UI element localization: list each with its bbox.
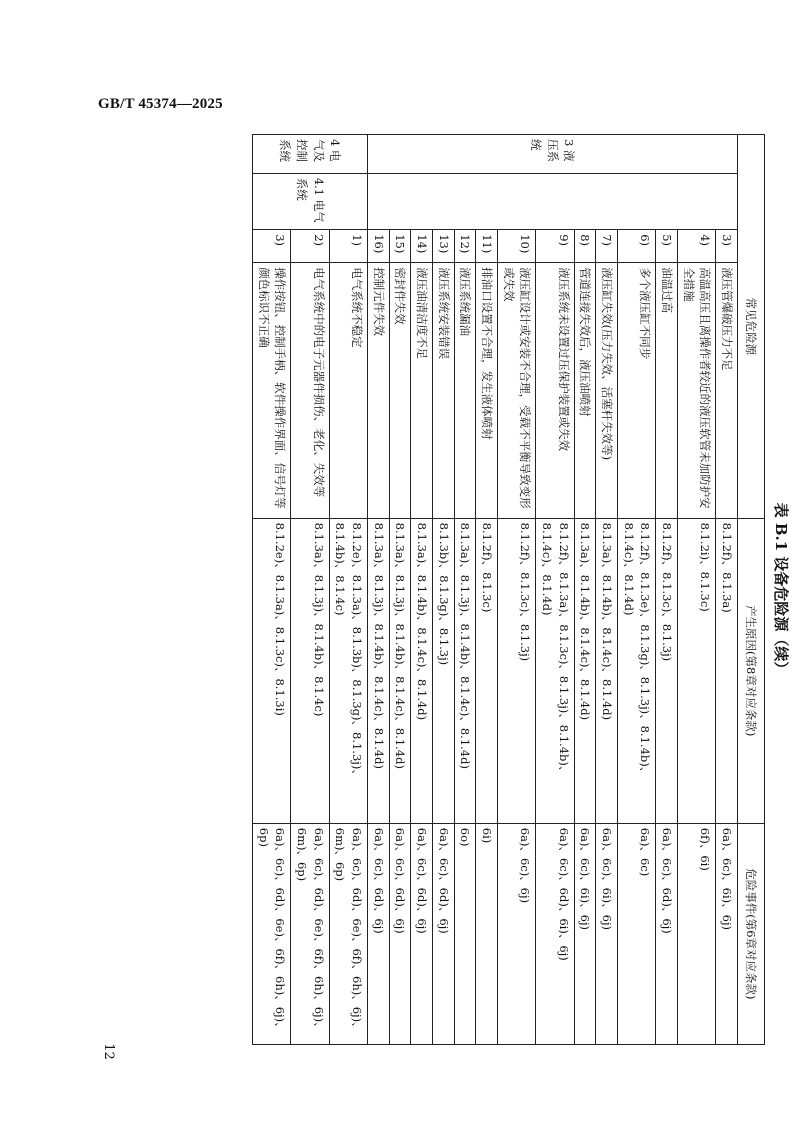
cause-clauses: 8.1.2f)、8.1.3a)、8.1.3c)、8.1.3j)、8.1.4b)、8.1.4c)、8.1.4d) (536, 518, 574, 823)
item-number: 6) (617, 230, 655, 263)
cause-clauses: 8.1.3a)、8.1.4b)、8.1.4c)、8.1.4d) (574, 518, 596, 823)
hazard-subcategory (367, 173, 737, 230)
hazard-description: 排油口设置不合理，发生液体喷射 (476, 263, 498, 518)
event-clauses: 6f)、6i) (677, 823, 715, 1044)
table-row (656, 135, 678, 1045)
event-clauses: 6a)、6c)、6i)、6j) (596, 823, 618, 1044)
cause-clauses: 8.1.3a)、8.1.3j)、8.1.4b)、8.1.4c) (291, 518, 329, 823)
cause-clauses: 8.1.3a)、8.1.3j)、8.1.4b)、8.1.4c)、8.1.4d) (454, 518, 476, 823)
cause-clauses: 8.1.3a)、8.1.4b)、8.1.4c)、8.1.4d) (411, 518, 433, 823)
item-number: 3) (252, 230, 290, 263)
event-clauses: 6a)、6c)、6d)、6j) (656, 823, 678, 1044)
table-row (252, 135, 290, 1045)
table-row (677, 135, 715, 1045)
event-clauses: 6a)、6c)、6j) (497, 823, 535, 1044)
table-row (596, 135, 618, 1045)
event-clauses: 6a)、6c)、6d)、6j) (367, 823, 389, 1044)
item-number: 2) (291, 230, 329, 263)
item-number: 13) (432, 230, 454, 263)
column-header-cause: 产生原因(第8章对应条款) (738, 518, 765, 823)
table-row (497, 135, 535, 1045)
column-header-event: 危险事件(第6章对应条款) (738, 823, 765, 1044)
item-number: 10) (497, 230, 535, 263)
item-number: 5) (656, 230, 678, 263)
table-row (617, 135, 655, 1045)
event-clauses: 6o) (454, 823, 476, 1044)
hazard-description: 液压缸失效(压力失效、活塞杆失效等) (596, 263, 618, 518)
item-number: 11) (476, 230, 498, 263)
item-number: 15) (389, 230, 411, 263)
event-clauses: 6a)、6c)、6i)、6j) (716, 823, 738, 1044)
table-row (454, 135, 476, 1045)
item-number: 12) (454, 230, 476, 263)
table-row (367, 135, 389, 1045)
hazard-description: 液压系统未设置过压保护装置或失效 (536, 263, 574, 518)
table-header-row (738, 135, 765, 1045)
item-number: 9) (536, 230, 574, 263)
hazard-description: 油温过高 (656, 263, 678, 518)
event-clauses: 6a)、6c)、6d)、6e)、6f)、6h)、6j)、6m)、6p) (329, 823, 367, 1044)
item-number: 16) (367, 230, 389, 263)
event-clauses: 6a)、6c)、6d)、6e)、6f)、6h)、6j)、6p) (252, 823, 290, 1044)
cause-clauses: 8.1.2i)、8.1.3c) (677, 518, 715, 823)
hazard-description: 密封件失效 (389, 263, 411, 518)
hazard-description: 液压油清洁度不足 (411, 263, 433, 518)
cause-clauses: 8.1.3a)、8.1.3j)、8.1.4b)、8.1.4c)、8.1.4d) (389, 518, 411, 823)
table-row (574, 135, 596, 1045)
cause-clauses: 8.1.2e)、8.1.3a)、8.1.3c)、8.1.3i) (252, 518, 290, 823)
table-row (411, 135, 433, 1045)
item-number: 4) (677, 230, 715, 263)
item-number: 8) (574, 230, 596, 263)
hazard-description: 操作按钮、控制手柄、软件操作界面、信号灯等颜色标识不正确 (252, 263, 290, 518)
table-row (389, 135, 411, 1045)
hazard-category: 3 液压系统 (367, 135, 737, 174)
table-row (536, 135, 574, 1045)
cause-clauses: 8.1.2f)、8.1.3c)、8.1.3j) (656, 518, 678, 823)
hazard-description: 高温高压且离操作者较近的液压软管未加防护安全措施 (677, 263, 715, 518)
item-number: 3) (716, 230, 738, 263)
cause-clauses: 8.1.3b)、8.1.3g)、8.1.3j) (432, 518, 454, 823)
rotated-table-area (152, 134, 795, 1045)
event-clauses: 6i) (476, 823, 498, 1044)
cause-clauses: 8.1.2f)、8.1.3c) (476, 518, 498, 823)
hazard-description: 液压系统安装错误 (432, 263, 454, 518)
hazard-description: 控制元件失效 (367, 263, 389, 518)
event-clauses: 6a)、6c)、6d)、6i)、6j) (536, 823, 574, 1044)
event-clauses: 6a)、6c)、6d)、6j) (411, 823, 433, 1044)
column-header-hazard: 常见危险源 (738, 135, 765, 519)
page-number: 12 (100, 1043, 116, 1060)
table-row (716, 135, 738, 1045)
standard-code: GB/T 45374—2025 (98, 96, 223, 112)
cause-clauses: 8.1.2f)、8.1.3e)、8.1.3g)、8.1.3j)、8.1.4b)、8.1.4c)、8.1.4d) (617, 518, 655, 823)
cause-clauses: 8.1.3a)、8.1.3j)、8.1.4b)、8.1.4c)、8.1.4d) (367, 518, 389, 823)
hazard-description: 液压系统漏油 (454, 263, 476, 518)
cause-clauses: 8.1.2f)、8.1.3c)、8.1.3j) (497, 518, 535, 823)
table-title: 表 B.1 设备危险源（续） (772, 502, 790, 677)
hazard-description: 液压管爆破压力不足 (716, 263, 738, 518)
table-row (291, 135, 329, 1045)
table-row (476, 135, 498, 1045)
item-number: 7) (596, 230, 618, 263)
event-clauses: 6a)、6c)、6d)、6j) (389, 823, 411, 1044)
hazard-description: 管道连接失效后，液压油喷射 (574, 263, 596, 518)
hazard-description: 电气系统不稳定 (329, 263, 367, 518)
hazard-subcategory: 4.1 电气系统 (252, 173, 367, 230)
event-clauses: 6a)、6c) (617, 823, 655, 1044)
hazard-description: 多个液压缸不同步 (617, 263, 655, 518)
hazard-description: 液压缸设计或安装不合理，受载不平衡导致变形或失效 (497, 263, 535, 518)
hazard-category: 4 电气及控制系统 (252, 135, 367, 174)
event-clauses: 6a)、6c)、6d)、6e)、6f)、6h)、6j)、6m)、6p) (291, 823, 329, 1044)
event-clauses: 6a)、6c)、6d)、6j) (432, 823, 454, 1044)
cause-clauses: 8.1.3a)、8.1.4b)、8.1.4c)、8.1.4d) (596, 518, 618, 823)
hazard-description: 电气系统中的电子元器件损伤、老化、失效等 (291, 263, 329, 518)
event-clauses: 6a)、6c)、6i)、6j) (574, 823, 596, 1044)
cause-clauses: 8.1.2f)、8.1.3a) (716, 518, 738, 823)
item-number: 1) (329, 230, 367, 263)
cause-clauses: 8.1.2e)、8.1.3a)、8.1.3b)、8.1.3g)、8.1.3j)、8.1.4b)、8.1.4c) (329, 518, 367, 823)
table-row (432, 135, 454, 1045)
table-row (329, 135, 367, 1045)
hazard-table (252, 134, 765, 1045)
item-number: 14) (411, 230, 433, 263)
